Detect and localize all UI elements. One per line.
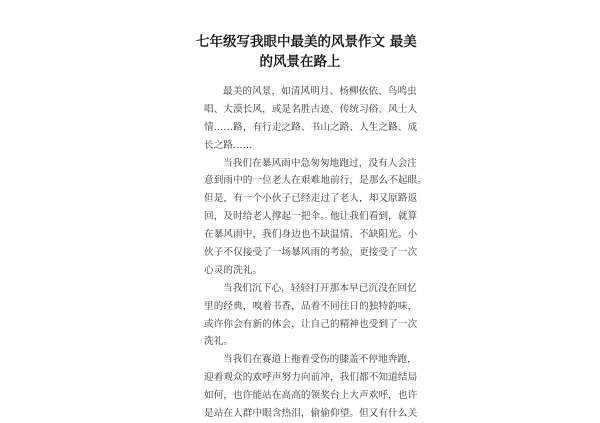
article-body <box>204 83 427 423</box>
article-title-line: 七年级写我眼中最美的风景作文 最美 <box>196 34 417 50</box>
text-line: 意到雨中的一位老人在艰难地前行，是那么不起眼。 <box>204 175 427 187</box>
text-line: 里的经典，嗅着书香，品着不同往日的独特韵味， <box>204 300 418 312</box>
text-line: 最美的风景，如清风明月、杨柳依依、鸟鸣虫 <box>223 86 417 97</box>
text-line: 心灵的洗礼。 <box>204 264 263 276</box>
text-line: 迎着观众的欢呼声努力向前冲，我们都不知道结局 <box>204 372 418 384</box>
text-line: 或许你会有新的体会，让自己的精神也受到了一次 <box>204 318 418 330</box>
text-line: 情……路，有行走之路、书山之路、人生之路、成 <box>204 121 418 133</box>
text-line: 但是，有一个小伙子已经走过了老人，却又原路返 <box>204 193 418 205</box>
text-line: 洗礼。 <box>204 336 234 348</box>
paragraph <box>204 351 418 423</box>
text-line: 当我们在赛道上拖着受伤的膝盖不停地奔跑， <box>223 354 417 366</box>
article-title <box>196 32 417 72</box>
text-line: 当我们在暴风雨中急匆匆地跑过，没有人会注 <box>223 157 417 169</box>
paragraph <box>204 83 418 155</box>
text-line: 当我们沉下心，轻轻打开那本早已沉没在回忆 <box>223 282 417 294</box>
text-line: 回，及时给老人撑起一把伞。他让我们看到，就算 <box>204 211 418 223</box>
paragraph <box>204 280 418 352</box>
text-line: 长之路…… <box>204 139 253 151</box>
text-line: 如何，也许能站在高高的领奖台上大声欢呼，也许 <box>204 390 418 402</box>
text-line: 唱、大漠长风，或是名胜古迹、传统习俗、风土人 <box>204 103 418 115</box>
text-line: 是站在人群中眼含热泪，偷偷仰望。但又有什么关 <box>204 408 418 420</box>
text-line: 伙子不仅接受了一场暴风雨的考验，更接受了一次 <box>204 247 418 259</box>
paragraph <box>204 155 427 280</box>
article-title-line: 的风景在路上 <box>259 54 341 70</box>
text-line: 在暴风雨中，我们身边也不缺温情、不缺阳光。小 <box>204 229 418 241</box>
